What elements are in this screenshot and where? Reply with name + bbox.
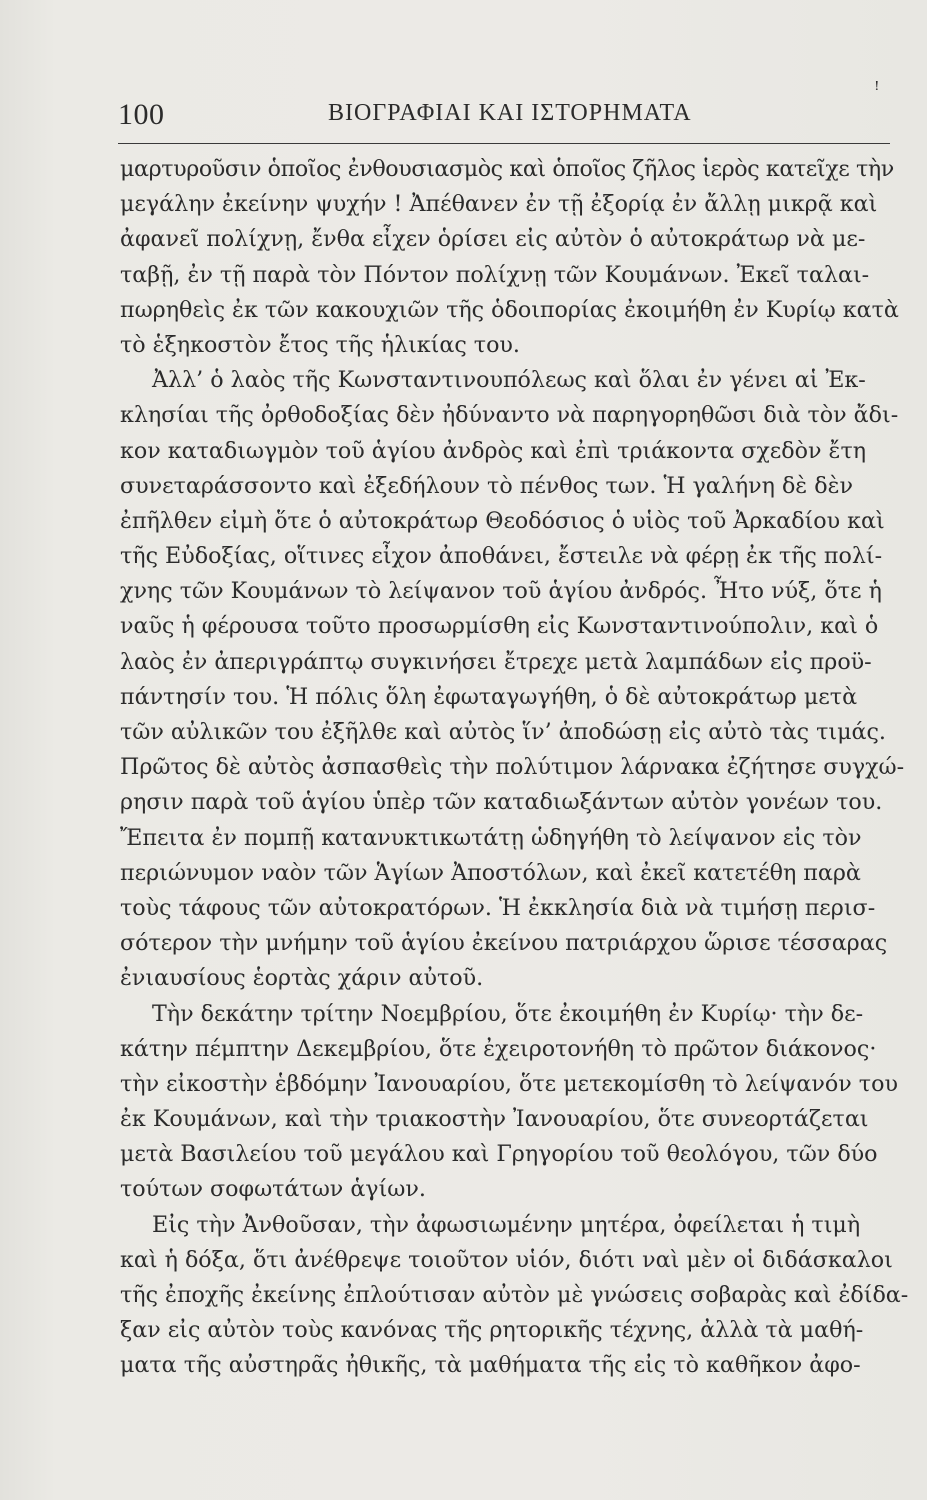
paragraph	[120, 152, 910, 363]
text-line: συνεταράσσοντο καὶ ἐξεδήλουν τὸ πένθος των. Ἡ γαλήνη δὲ δὲν	[120, 472, 854, 499]
text-line: πωρηθεὶς ἐκ τῶν κακουχιῶν τῆς ὁδοιπορίας ἐκοιμήθη ἐν Κυρίῳ κατὰ	[120, 296, 899, 323]
corner-mark: ꜝ	[874, 78, 880, 103]
text-line: Πρῶτος δὲ αὐτὸς ἀσπασθεὶς τὴν πολύτιμον λάρνακα ἐζήτησε συγχώ-	[120, 754, 905, 781]
text-line: ναῦς ἡ φέρουσα τοῦτο προσωρμίσθη εἰς Κωνσταντινούπολιν, καὶ ὁ	[120, 613, 879, 640]
text-line: ἐνιαυσίους ἑορτὰς χάριν αὐτοῦ.	[120, 965, 484, 992]
running-title: ΒΙΟΓΡΑΦΙΑΙ ΚΑΙ ΙΣΤΟΡΗΜΑΤΑ	[328, 100, 692, 126]
text-line: κάτην πέμπτην Δεκεμβρίου, ὅτε ἐχειροτονήθη τὸ πρῶτον διάκονος·	[120, 1035, 877, 1062]
text-line: μαρτυροῦσιν ὁποῖος ἐνθουσιασμὸς καὶ ὁποῖος ζῆλος ἱερὸς κατεῖχε τὴν	[120, 156, 894, 182]
text-line: μεγάλην ἐκείνην ψυχήν ! Ἀπέθανεν ἐν τῇ ἐξορίᾳ ἐν ἄλλῃ μικρᾷ καὶ	[120, 191, 878, 218]
text-line: τούτων σοφωτάτων ἁγίων.	[120, 1176, 426, 1203]
text-line: ματα τῆς αὐστηρᾶς ἠθικῆς, τὰ μαθήματα τῆς εἰς τὸ καθῆκον ἀφο-	[120, 1352, 861, 1379]
text-line: τῶν αὐλικῶν του ἐξῆλθε καὶ αὐτὸς ἵν’ ἀποδώσῃ εἰς αὐτὸ τὰς τιμάς.	[120, 719, 886, 745]
text-line: Ἀλλ’ ὁ λαὸς τῆς Κωνσταντινουπόλεως καὶ ὅλαι ἐν γένει αἱ Ἐκ-	[152, 367, 866, 394]
text-line: μετὰ Βασιλείου τοῦ μεγάλου καὶ Γρηγορίου τοῦ θεολόγου, τῶν δύο	[120, 1141, 878, 1168]
text-line: καὶ ἡ δόξα, ὅτι ἀνέθρεψε τοιοῦτον υἱόν, διότι ναὶ μὲν οἱ διδάσκαλοι	[120, 1246, 893, 1273]
paragraph	[120, 1208, 910, 1384]
header-rule	[118, 143, 890, 144]
text-line: κον καταδιωγμὸν τοῦ ἁγίου ἀνδρὸς καὶ ἐπὶ τριάκοντα σχεδὸν ἔτη	[120, 437, 867, 464]
text-line: ἐκ Κουμάνων, καὶ τὴν τριακοστὴν Ἰανουαρίου, ὅτε συνεορτάζεται	[120, 1106, 869, 1133]
page-header	[118, 78, 888, 140]
text-line: ταβῇ, ἐν τῇ παρὰ τὸν Πόντον πολίχνῃ τῶν Κουμάνων. Ἐκεῖ ταλαι-	[120, 261, 870, 288]
text-line: χνης τῶν Κουμάνων τὸ λείψανον τοῦ ἁγίου ἀνδρός. Ἦτο νύξ, ὅτε ἡ	[120, 578, 882, 605]
text-line: Εἰς τὴν Ἀνθοῦσαν, τὴν ἀφωσιωμένην μητέρα, ὀφείλεται ἡ τιμὴ	[152, 1211, 861, 1238]
text-line: ἀφανεῖ πολίχνῃ, ἔνθα εἶχεν ὁρίσει εἰς αὐτὸν ὁ αὐτοκράτωρ νὰ με-	[120, 226, 866, 253]
paragraph	[120, 363, 910, 996]
paragraph	[120, 997, 910, 1208]
text-line: ἐπῆλθεν εἰμὴ ὅτε ὁ αὐτοκράτωρ Θεοδόσιος ὁ υἱὸς τοῦ Ἀρκαδίου καὶ	[120, 507, 885, 534]
text-line: πάντησίν του. Ἡ πόλις ὅλη ἐφωταγωγήθη, ὁ δὲ αὐτοκράτωρ μετὰ	[120, 683, 858, 710]
text-line: τὴν εἰκοστὴν ἑβδόμην Ἰανουαρίου, ὅτε μετεκομίσθη τὸ λείψανόν του	[120, 1070, 898, 1097]
text-line: τῆς Εὐδοξίας, οἵτινες εἶχον ἀποθάνει, ἔστειλε νὰ φέρῃ ἐκ τῆς πολί-	[120, 543, 883, 570]
text-line: τοὺς τάφους τῶν αὐτοκρατόρων. Ἡ ἐκκλησία διὰ νὰ τιμήσῃ περισ-	[120, 894, 876, 921]
text-line: τὸ ἑξηκοστὸν ἔτος τῆς ἡλικίας του.	[120, 331, 520, 358]
text-line: Ἔπειτα ἐν πομπῇ κατανυκτικωτάτῃ ὡδηγήθη τὸ λείψανον εἰς τὸν	[120, 824, 862, 851]
text-line: περιώνυμον ναὸν τῶν Ἁγίων Ἀποστόλων, καὶ ἐκεῖ κατετέθη παρὰ	[120, 859, 861, 886]
text-line: ρησιν παρὰ τοῦ ἁγίου ὑπὲρ τῶν καταδιωξάντων αὐτὸν γονέων του.	[120, 789, 883, 816]
text-line: κλησίαι τῆς ὀρθοδοξίας δὲν ἠδύναντο νὰ παρηγορηθῶσι διὰ τὸν ἄδι-	[120, 402, 899, 429]
text-line: Τὴν δεκάτην τρίτην Νοεμβρίου, ὅτε ἐκοιμήθη ἐν Κυρίῳ· τὴν δε-	[152, 1000, 864, 1027]
page-number: 100	[118, 98, 165, 131]
body-text	[120, 152, 910, 1384]
text-line: ξαν εἰς αὐτὸν τοὺς κανόνας τῆς ρητορικῆς τέχνης, ἀλλὰ τὰ μαθή-	[120, 1317, 864, 1344]
text-line: λαὸς ἐν ἀπεριγράπτῳ συγκινήσει ἔτρεχε μετὰ λαμπάδων εἰς προϋ-	[120, 648, 872, 675]
text-line: σότερον τὴν μνήμην τοῦ ἁγίου ἐκείνου πατριάρχου ὥρισε τέσσαρας	[120, 930, 888, 957]
text-line: τῆς ἐποχῆς ἐκείνης ἐπλούτισαν αὐτὸν μὲ γνώσεις σοβαρὰς καὶ ἐδίδα-	[120, 1282, 909, 1308]
